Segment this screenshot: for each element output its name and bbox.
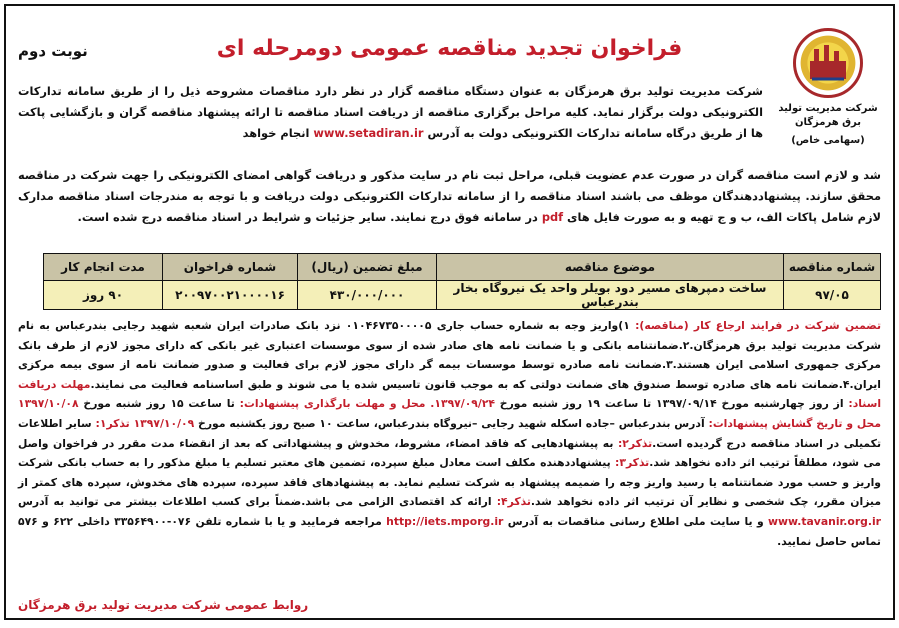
submit-label: محل و مهلت بارگذاری پیشنهادات: — [234, 397, 431, 411]
submit-text: تا ساعت ۱۵ روز شنبه مورخ — [78, 397, 235, 411]
intro-text-4: در سامانه فوق درج نمایند. سایر جزئیات و شرایط در اسناد مناقصه درج شده است. — [77, 210, 542, 224]
intro-text-1: به عنوان دستگاه مناقصه گزار در نظر دارد مناقصات مشروحه ذیل را از طریق سامانه تدارکات الکترونیکی دولت برگزار نماید. کلیه مراحل برگزاری مناقصه از دریافت اسناد مناقصه تا ارائه پیشنهاد مناقصه گران و بازگشایی پاکت ها از طریق درگاه سامانه تدارکات الکترونیکی دولت به آدرس — [18, 84, 763, 140]
table-row — [44, 281, 881, 310]
header-tender-number: شماره مناقصه — [784, 254, 881, 281]
cell-call-number: ۲۰۰۹۷۰۰۲۱۰۰۰۰۱۶ — [163, 281, 298, 310]
note1-text: سایر اطلاعات تکمیلی در اسناد مناقصه درج گردیده است. — [18, 416, 882, 450]
receive-deadline-label: مهلت دریافت اسناد: — [18, 377, 882, 411]
header-guarantee-amount: مبلغ تضمین (ریال) — [298, 254, 437, 281]
cell-tender-subject: ساخت دمپرهای مسیر دود بویلر واحد یک نیروگاه بخار بندرعباس — [437, 281, 784, 310]
receive-deadline-text: از روز چهارشنبه مورخ ۱۳۹۷/۰۹/۱۴ تا ساعت ۱۹ روز شنبه مورخ — [495, 397, 844, 411]
table-header-row — [44, 254, 881, 281]
opening-date: ۱۳۹۷/۱۰/۰۹ — [133, 416, 195, 430]
power-plant-logo-icon — [793, 28, 863, 98]
company-name: شرکت مدیریت تولید برق هرمزگان — [564, 84, 763, 98]
notice-title: فراخوان تجدید مناقصه عمومی دومرحله ای — [216, 36, 683, 61]
tender-notice — [4, 4, 895, 620]
receive-deadline-date: ۱۳۹۷/۰۹/۲۴. — [430, 397, 495, 411]
note4-label: تذکر۴: — [491, 495, 531, 509]
end-text: مراجعه فرمایید و یا با شماره تلفن ۰۷۶-۳۳۵۶۴۹۰۰ داخلی ۶۲۲ و ۵۷۶ تماس حاصل نمایید. — [18, 514, 881, 548]
company-logo-block — [773, 28, 883, 148]
guarantee-text: ۱)واریز وجه به شماره حساب جاری ۰۱۰۴۶۷۳۵۰۰۰۰۵ نزد بانک صادرات ایران شعبه شهید رجایی بندرعباس به نام شرکت مدیریت تولید برق هرمزگان.۲.ضمانتنامه بانکی و یا ضمانت نامه های صادر شده از سوی موسسات اعتباری غیر بانکی که دارای مجوز لازم از طرف بانک مرکزی جمهوری اسلامی ایران هستند.۳.ضمانت نامه صادره توسط موسسات بیمه گر دارای مجوز لازم برای فعالیت و صدور ضمانت نامه از سوی بیمه مرکزی ایران.۴.ضمانت نامه های صادره توسط صندوق های ضمانت دولتی که به موجب قانون تاسیس شده یا می شوند و طبق اساسنامه فعالیت می نمایند. — [18, 319, 882, 391]
setadiran-link[interactable]: www.setadiran.ir — [313, 126, 424, 140]
conditions-paragraph — [18, 316, 881, 551]
mid-text: و یا سایت ملی اطلاع رسانی مناقصات به آدرس — [503, 514, 769, 528]
note4-text: ارائه کد اقتصادی الزامی می باشد.ضمناً برای کسب اطلاعات بیشتر می توانید به آدرس — [18, 495, 492, 509]
note3-label: تذکر۳: — [610, 456, 650, 470]
note2-label: تذکر۲: — [613, 436, 653, 450]
opening-label: محل و تاریخ گشایش پیشنهادات: — [704, 416, 881, 430]
pdf-label: pdf — [541, 210, 564, 224]
cell-tender-number: ۹۷/۰۵ — [784, 281, 881, 310]
iets-link[interactable]: http://iets.mporg.ir — [386, 514, 504, 528]
intro-paragraph-continued — [18, 165, 881, 228]
note3-text: پیشنهاددهنده مکلف است معادل مبلغ سپرده، تضمین های معتبر تسلیم یا مبلغ مذکور را به حساب بانکی شرکت واریز و حسب مورد ضمانتنامه یا رسید واریز وجه را ضمیمه پیشنهاد به شرکت تسلیم نماید. به پیشنهادهای فاقد سپرده، سپرده های مخدوش، سپرده های کمتر از میزان مقرر، چک شخصی و نظایر آن ترتیب اثر داده نخواهد شد. — [18, 456, 882, 509]
opening-text: آدرس بندرعباس –جاده اسکله شهید رجایی –نیروگاه بندرعباس، ساعت ۱۰ صبح روز یکشنبه مورخ — [194, 416, 705, 430]
intro-text-3: شد و لازم است مناقصه گران در صورت عدم عضویت قبلی، مراحل ثبت نام در سایت مذکور و دریافت گواهی امضای الکترونیکی را جهت شرکت در مناقصه محقق سازند. پیشنهاددهندگان موظف می باشند اسناد مناقصه را از سامانه تدارکات الکترونیکی دولت دریافت و با توجه به مندرجات اسناد مناقصه مدارک لازم شامل پاکات الف، ب و ج تهیه و به صورت فایل های — [18, 168, 881, 224]
header-tender-subject: موضوع مناقصه — [437, 254, 784, 281]
guarantee-heading: تضمین شرکت در فرایند ارجاع کار (مناقصه): — [629, 319, 882, 332]
header-duration: مدت انجام کار — [44, 254, 163, 281]
note1-label: تذکر۱: — [91, 416, 134, 430]
logo-caption-company: شرکت مدیریت تولید برق هرمزگان — [778, 103, 878, 128]
round-label: نوبت دوم — [18, 42, 88, 60]
tender-table — [43, 253, 881, 310]
header-call-number: شماره فراخوان — [163, 254, 298, 281]
cell-duration: ۹۰ روز — [44, 281, 163, 310]
submit-date: ۱۳۹۷/۱۰/۰۸ — [18, 397, 79, 411]
tavanir-link[interactable]: www.tavanir.org.ir — [768, 514, 882, 528]
logo-caption-type: (سهامی خاص) — [791, 135, 865, 146]
public-relations-signature: روابط عمومی شرکت مدیریت تولید برق هرمزگان — [18, 598, 309, 612]
cell-guarantee-amount: ۴۳۰/۰۰۰/۰۰۰ — [298, 281, 437, 310]
intro-paragraph — [18, 81, 763, 144]
note2-text: به پیشنهادهایی که فاقد امضاء، مشروط، مخدوش و پیشنهاداتی که بعد از انقضاء مدت مقرر در فراخوان واصل می شود، مطلقاً ترتیب اثر داده نخواهد شد. — [18, 436, 881, 470]
intro-text-2: انجام خواهد — [242, 126, 314, 140]
